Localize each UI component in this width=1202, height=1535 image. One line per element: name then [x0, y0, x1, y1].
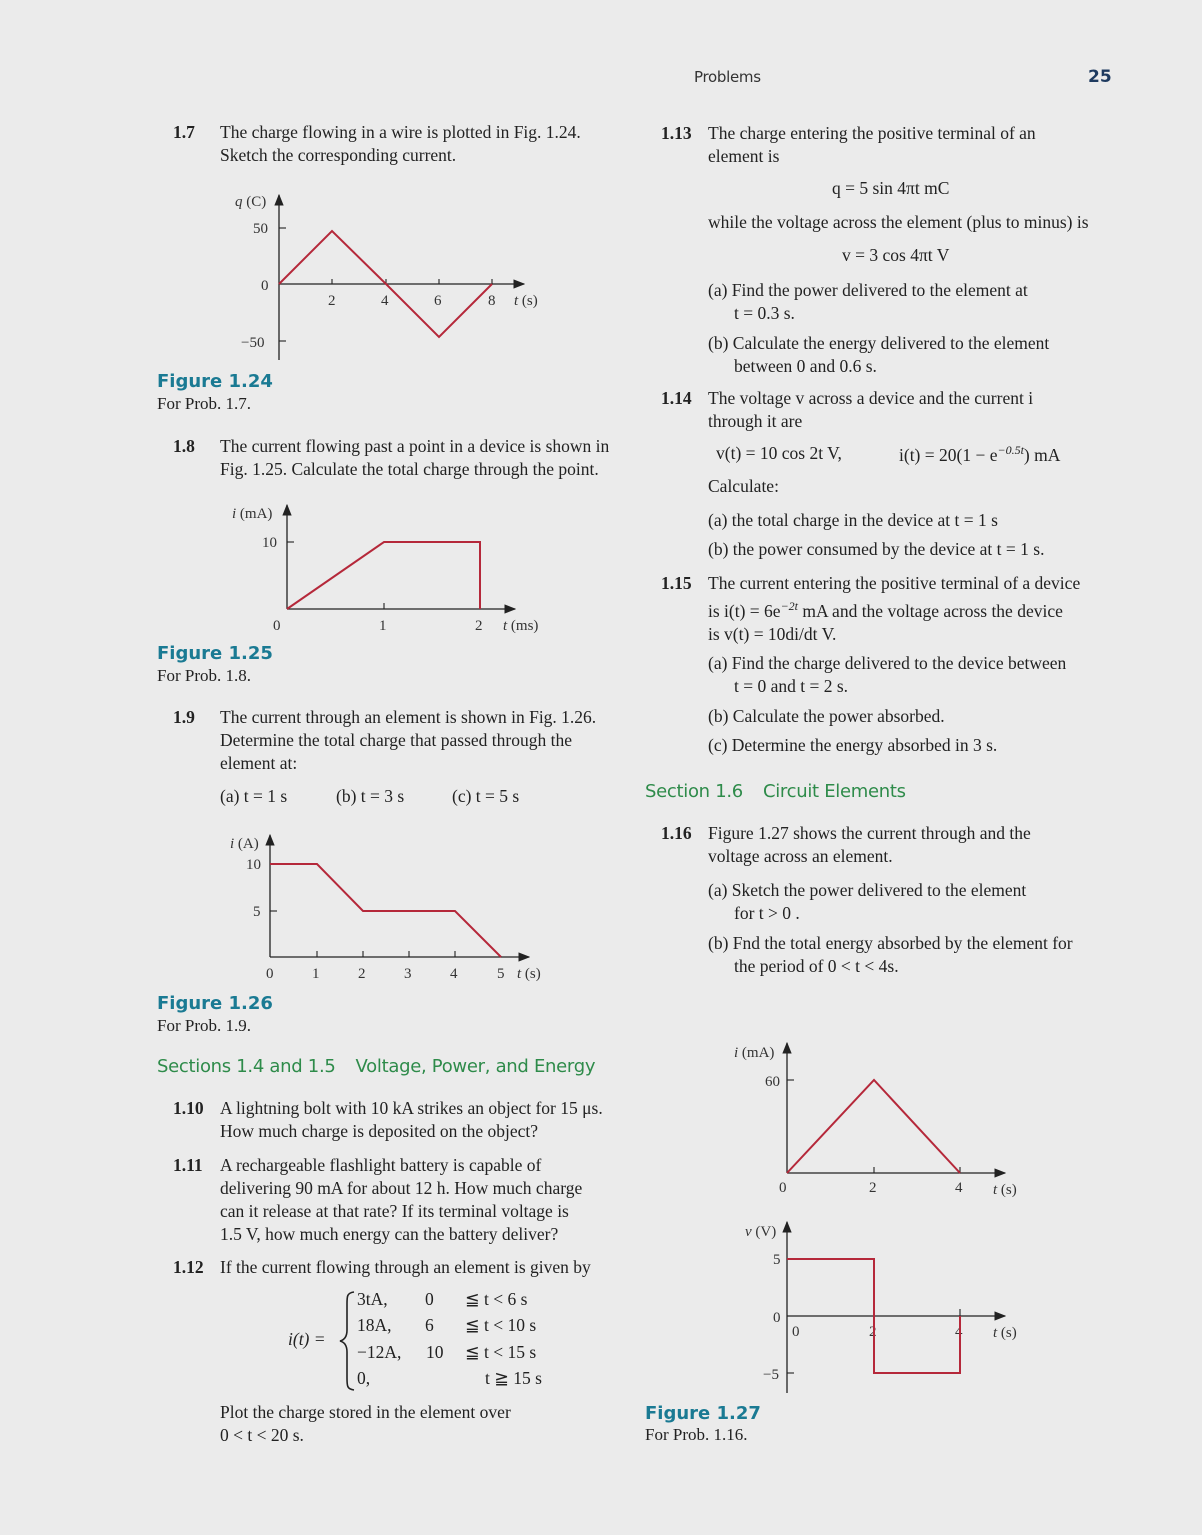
- case-value: 0,: [357, 1368, 371, 1388]
- problem-text: The charge entering the positive terminal of an: [708, 123, 1036, 143]
- problem-number: 1.8: [173, 436, 195, 456]
- part-a: (a) Sketch the power delivered to the element: [708, 880, 1027, 900]
- svg-text:50: 50: [253, 221, 268, 237]
- figure-label: Figure 1.24: [157, 371, 273, 392]
- problem-text: 1.5 V, how much energy can the battery deliver?: [220, 1224, 559, 1244]
- problem-1-12-followup: [220, 1401, 511, 1447]
- part-a: (a) the total charge in the device at t = 1 s: [708, 510, 998, 530]
- case-value: −12A,: [357, 1342, 402, 1362]
- problem-text: Fig. 1.25. Calculate the total charge through the point.: [220, 459, 599, 479]
- part-b: (b) t = 3 s: [336, 786, 405, 806]
- problem-number: 1.9: [173, 707, 195, 727]
- chart-figure-1-27-voltage: [725, 1215, 1045, 1395]
- problem-text: delivering 90 mA for about 12 h. How much charge: [220, 1178, 583, 1198]
- chart-figure-1-26: [225, 830, 565, 990]
- problem-number: 1.11: [173, 1155, 203, 1175]
- equation-v-t: v(t) = 10 cos 2t V,: [716, 443, 842, 463]
- svg-text:−5: −5: [763, 1367, 779, 1383]
- svg-text:0: 0: [792, 1324, 800, 1340]
- problem-text: voltage across an element.: [708, 846, 893, 866]
- problem-number: 1.12: [173, 1257, 204, 1277]
- problem-number: 1.16: [661, 823, 692, 843]
- case-value: 3tA,: [357, 1289, 388, 1309]
- problem-text: element at:: [220, 753, 298, 773]
- svg-text:t (s): t (s): [993, 1182, 1017, 1198]
- svg-text:i (mA): i (mA): [734, 1045, 775, 1061]
- equation-part: i(t) = 20(1 − e: [899, 444, 998, 465]
- svg-text:0: 0: [779, 1180, 787, 1196]
- chart-figure-1-27-current: [725, 1035, 1045, 1205]
- svg-text:t (s): t (s): [517, 966, 541, 982]
- part-a-cont: t = 0 and t = 2 s.: [734, 676, 849, 696]
- figure-caption: For Prob. 1.16.: [645, 1425, 748, 1444]
- svg-text:5: 5: [253, 904, 261, 920]
- case-condition: ≦ t < 15 s: [465, 1342, 537, 1362]
- part-b: (b) the power consumed by the device at t = 1 s.: [708, 539, 1045, 559]
- problem-text: element is: [708, 146, 780, 166]
- svg-text:0: 0: [266, 966, 274, 982]
- figure-caption: For Prob. 1.8.: [157, 666, 251, 685]
- svg-text:t (s): t (s): [514, 293, 538, 309]
- svg-text:4: 4: [450, 966, 458, 982]
- problem-text: If the current flowing through an element is given by: [220, 1257, 591, 1277]
- part-a: (a) Find the power delivered to the element at: [708, 280, 1028, 300]
- case-condition: ≦ t < 10 s: [465, 1315, 537, 1335]
- svg-text:6: 6: [434, 293, 442, 309]
- figure-label: Figure 1.25: [157, 643, 273, 664]
- problem-text: Figure 1.27 shows the current through and the: [708, 823, 1031, 843]
- left-brace-icon: [338, 1290, 356, 1392]
- svg-text:10: 10: [246, 857, 261, 873]
- part-b-cont: the period of 0 < t < 4s.: [734, 956, 899, 976]
- svg-text:2: 2: [869, 1180, 877, 1196]
- equation-lhs: i(t) =: [288, 1329, 326, 1349]
- part-a-cont: t = 0.3 s.: [734, 303, 795, 323]
- svg-text:i (A): i (A): [230, 836, 259, 852]
- part-b-cont: between 0 and 0.6 s.: [734, 356, 877, 376]
- case-lower: 10: [426, 1342, 444, 1362]
- svg-text:i (mA): i (mA): [232, 506, 273, 522]
- svg-text:2: 2: [358, 966, 366, 982]
- problem-text: Determine the total charge that passed through the: [220, 730, 572, 750]
- svg-text:10: 10: [262, 535, 277, 551]
- case-lower: 6: [425, 1315, 434, 1335]
- problem-text: while the voltage across the element (plus to minus) is: [708, 212, 1089, 232]
- problem-text: The charge flowing in a wire is plotted in Fig. 1.24.: [220, 122, 581, 142]
- svg-text:0: 0: [773, 1310, 781, 1326]
- problem-number: 1.7: [173, 122, 195, 142]
- text-part: is i(t) = 6e: [708, 600, 781, 621]
- part-b: (b) Calculate the energy delivered to the element: [708, 333, 1050, 353]
- svg-text:1: 1: [312, 966, 320, 982]
- svg-text:4: 4: [955, 1180, 963, 1196]
- svg-text:−50: −50: [241, 335, 265, 351]
- chart-figure-1-25: [225, 500, 565, 640]
- svg-text:4: 4: [381, 293, 389, 309]
- svg-text:t (s): t (s): [993, 1325, 1017, 1341]
- section-number: Sections 1.4 and 1.5: [157, 1056, 336, 1077]
- problem-number: 1.10: [173, 1098, 204, 1118]
- chart-figure-1-24: [225, 185, 565, 365]
- case-value: 18A,: [357, 1315, 392, 1335]
- case-condition: t ≧ 15 s: [485, 1368, 542, 1388]
- problem-text: The current through an element is shown in Fig. 1.26.: [220, 707, 597, 727]
- problem-text: The current entering the positive terminal of a device: [708, 573, 1081, 593]
- case-condition: ≦ t < 6 s: [465, 1289, 528, 1309]
- svg-text:t (ms): t (ms): [503, 618, 539, 634]
- figure-label: Figure 1.26: [157, 993, 273, 1014]
- case-lower: 0: [425, 1289, 434, 1309]
- problem-text: is v(t) = 10di/dt V.: [708, 623, 837, 644]
- svg-text:60: 60: [765, 1074, 780, 1090]
- problem-text: The voltage v across a device and the current i: [708, 388, 1034, 408]
- problem-1-16-parts: [708, 879, 1073, 978]
- figure-caption: For Prob. 1.7.: [157, 394, 251, 413]
- problem-text: 0 < t < 20 s.: [220, 1425, 304, 1445]
- svg-text:2: 2: [328, 293, 336, 309]
- problem-1-13-parts: [708, 279, 1049, 378]
- problem-text: Calculate:: [708, 476, 779, 496]
- problem-text: A lightning bolt with 10 kA strikes an object for 15 μs.: [220, 1098, 603, 1118]
- equation-q: q = 5 sin 4πt mC: [832, 178, 950, 198]
- running-head: Problems: [694, 68, 761, 86]
- figure-caption: For Prob. 1.9.: [157, 1016, 251, 1035]
- problem-text: Sketch the corresponding current.: [220, 145, 457, 165]
- problem-text: Plot the charge stored in the element over: [220, 1402, 511, 1422]
- part-c: (c) t = 5 s: [452, 786, 520, 806]
- problem-text: A rechargeable flashlight battery is capable of: [220, 1155, 542, 1175]
- svg-text:4: 4: [955, 1324, 963, 1340]
- part-b: (b) Calculate the power absorbed.: [708, 706, 945, 726]
- svg-text:5: 5: [773, 1252, 781, 1268]
- part-c: (c) Determine the energy absorbed in 3 s.: [708, 735, 998, 755]
- svg-text:2: 2: [475, 618, 483, 634]
- problem-number: 1.15: [661, 573, 692, 593]
- svg-text:3: 3: [404, 966, 412, 982]
- problem-number: 1.14: [661, 388, 692, 408]
- svg-text:0: 0: [261, 278, 269, 294]
- part-a: (a) t = 1 s: [220, 786, 288, 806]
- section-heading: [157, 1056, 595, 1077]
- svg-text:5: 5: [497, 966, 505, 982]
- section-number: Section 1.6: [645, 781, 743, 802]
- part-b: (b) Fnd the total energy absorbed by the element for: [708, 933, 1073, 953]
- section-title: Circuit Elements: [762, 781, 906, 802]
- equation-v: v = 3 cos 4πt V: [842, 245, 950, 265]
- problem-text: through it are: [708, 411, 803, 431]
- exponent: −2t: [780, 599, 799, 613]
- part-a-cont: for t > 0 .: [734, 903, 800, 923]
- part-a: (a) Find the charge delivered to the device between: [708, 653, 1067, 673]
- svg-text:1: 1: [379, 618, 387, 634]
- svg-text:v (V): v (V): [745, 1224, 777, 1240]
- text-part: mA and the voltage across the device: [798, 600, 1063, 621]
- svg-text:8: 8: [488, 293, 496, 309]
- y-axis-label: q (C): [235, 194, 267, 210]
- problem-number: 1.13: [661, 123, 692, 143]
- exponent: −0.5t: [997, 443, 1024, 457]
- problem-text: [708, 595, 1080, 623]
- section-heading: [645, 781, 906, 802]
- svg-text:0: 0: [273, 618, 281, 634]
- section-title: Voltage, Power, and Energy: [355, 1056, 596, 1077]
- page-number: 25: [1088, 67, 1112, 87]
- problem-text: How much charge is deposited on the object?: [220, 1121, 538, 1141]
- problem-text: The current flowing past a point in a device is shown in: [220, 436, 610, 456]
- problem-1-15-parts: [708, 652, 1066, 757]
- problem-text: can it release at that rate? If its terminal voltage is: [220, 1201, 569, 1221]
- figure-label: Figure 1.27: [645, 1403, 761, 1424]
- equation-part: ) mA: [1023, 444, 1061, 465]
- equation-i-t: [899, 443, 1060, 466]
- svg-text:2: 2: [869, 1324, 877, 1340]
